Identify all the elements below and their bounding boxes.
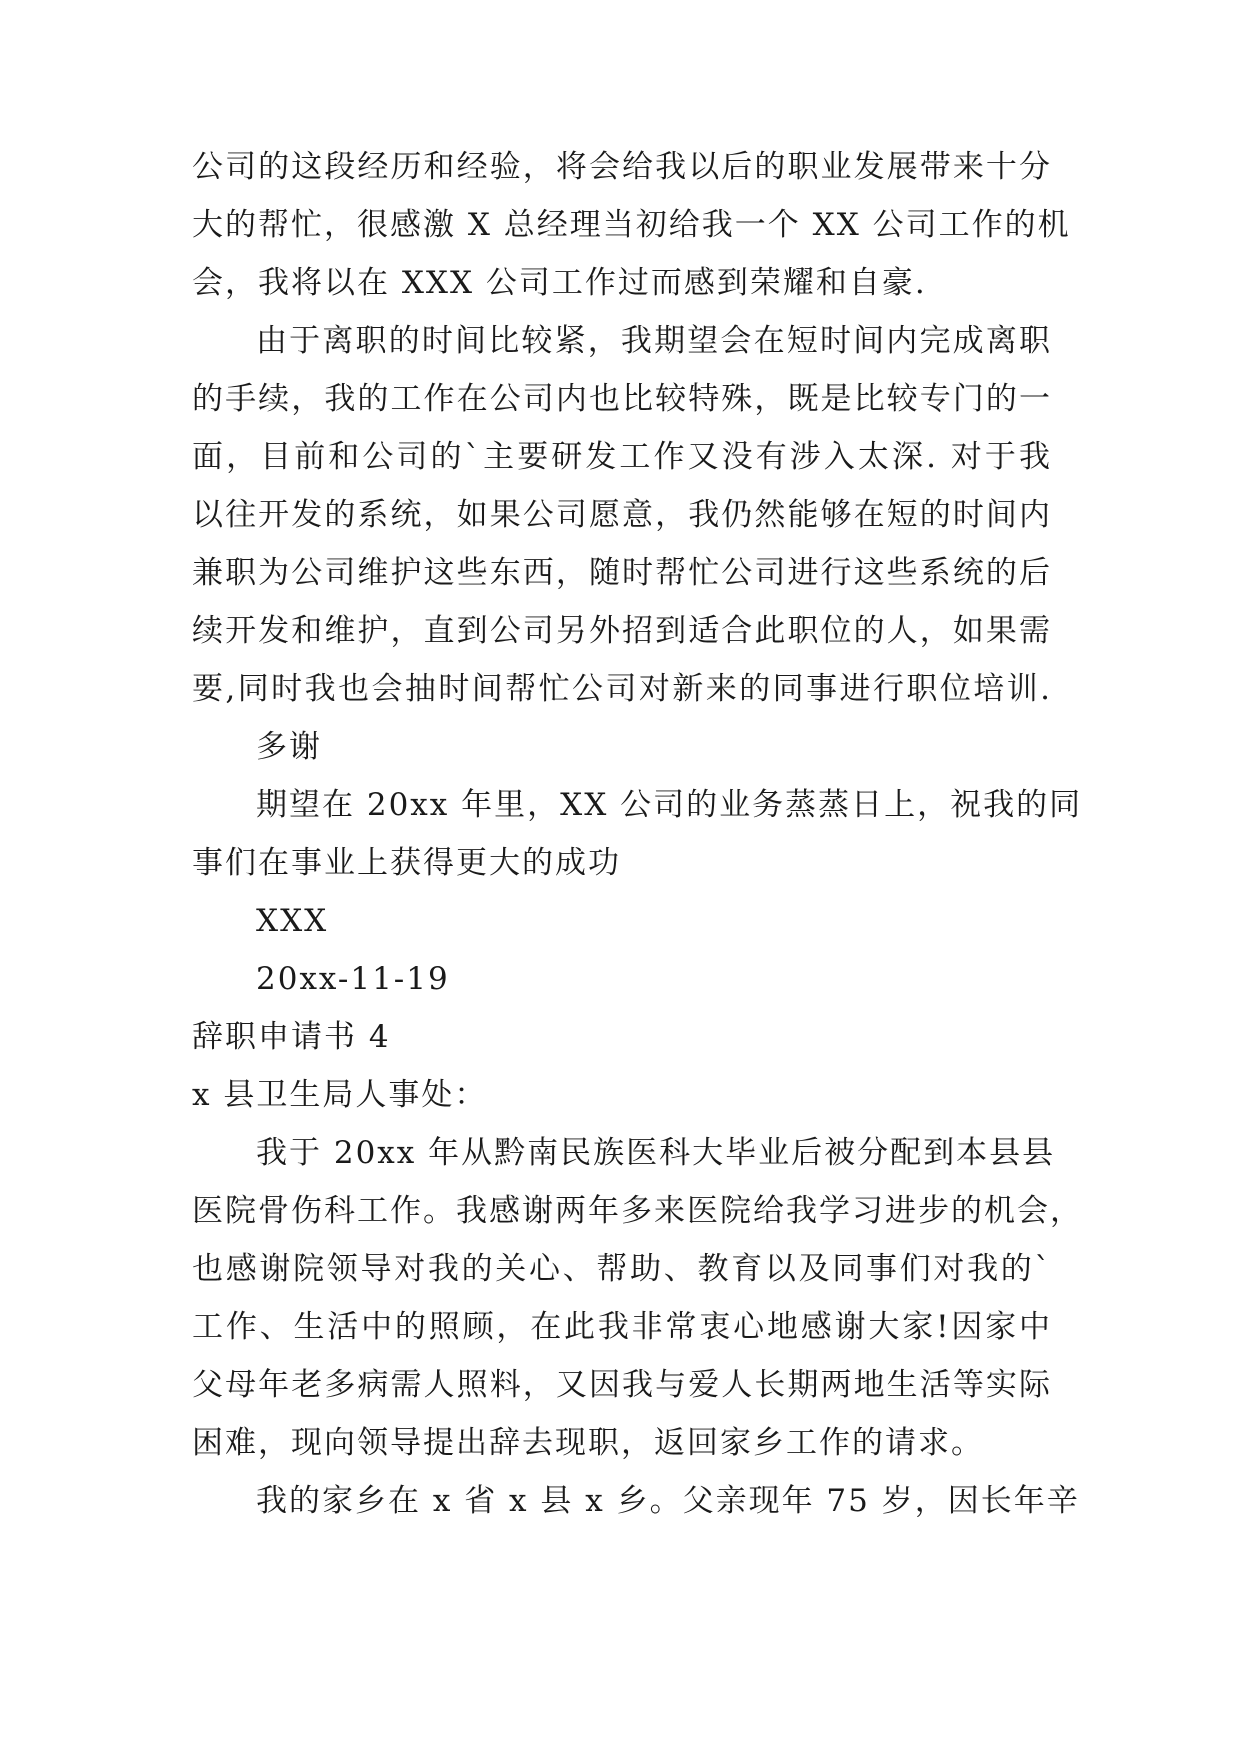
body-text-line: 面，目前和公司的`主要研发工作又没有涉入太深. 对于我 bbox=[192, 439, 1052, 475]
body-text-line: 要,同时我也会抽时间帮忙公司对新来的同事进行职位培训. bbox=[192, 671, 1052, 707]
body-text-line: 公司的这段经历和经验，将会给我以后的职业发展带来十分 bbox=[192, 149, 1052, 185]
paragraph-start-line: 由于离职的时间比较紧，我期望会在短时间内完成离职 bbox=[256, 323, 1052, 359]
body-text-line: 续开发和维护，直到公司另外招到适合此职位的人，如果需 bbox=[192, 613, 1052, 649]
body-text-line: 工作、生活中的照顾，在此我非常衷心地感谢大家!因家中 bbox=[192, 1309, 1052, 1345]
paragraph-start-line: 我的家乡在 x 省 x 县 x 乡。父亲现年 75 岁，因长年辛 bbox=[256, 1483, 1080, 1519]
body-text-line: 困难，现向领导提出辞去现职，返回家乡工作的请求。 bbox=[192, 1425, 984, 1461]
salutation-line: x 县卫生局人事处： bbox=[192, 1077, 488, 1113]
paragraph-start-line: 期望在 20xx 年里，XX 公司的业务蒸蒸日上，祝我的同 bbox=[256, 787, 1083, 823]
body-text-line: 父母年老多病需人照料，又因我与爱人长期两地生活等实际 bbox=[192, 1367, 1052, 1403]
section-heading: 辞职申请书 4 bbox=[192, 1019, 391, 1055]
thanks-line: 多谢 bbox=[256, 729, 322, 765]
body-text-line: 也感谢院领导对我的关心、帮助、教育以及同事们对我的` bbox=[192, 1251, 1052, 1287]
body-text-line: 事们在事业上获得更大的成功 bbox=[192, 845, 621, 881]
signature-date: 20xx-11-19 bbox=[256, 961, 450, 997]
body-text-line: 医院骨伤科工作。我感谢两年多来医院给我学习进步的机会， bbox=[192, 1193, 1083, 1229]
body-text-line: 的手续，我的工作在公司内也比较特殊，既是比较专门的一 bbox=[192, 381, 1052, 417]
body-text-line: 兼职为公司维护这些东西，随时帮忙公司进行这些系统的后 bbox=[192, 555, 1052, 591]
paragraph-start-line: 我于 20xx 年从黔南民族医科大毕业后被分配到本县县 bbox=[256, 1135, 1056, 1171]
body-text-line: 会，我将以在 XXX 公司工作过而感到荣耀和自豪. bbox=[192, 265, 927, 301]
body-text-line: 以往开发的系统，如果公司愿意，我仍然能够在短的时间内 bbox=[192, 497, 1052, 533]
body-text-line: 大的帮忙，很感激 X 总经理当初给我一个 XX 公司工作的机 bbox=[192, 207, 1071, 243]
signature-name: XXX bbox=[256, 903, 329, 939]
